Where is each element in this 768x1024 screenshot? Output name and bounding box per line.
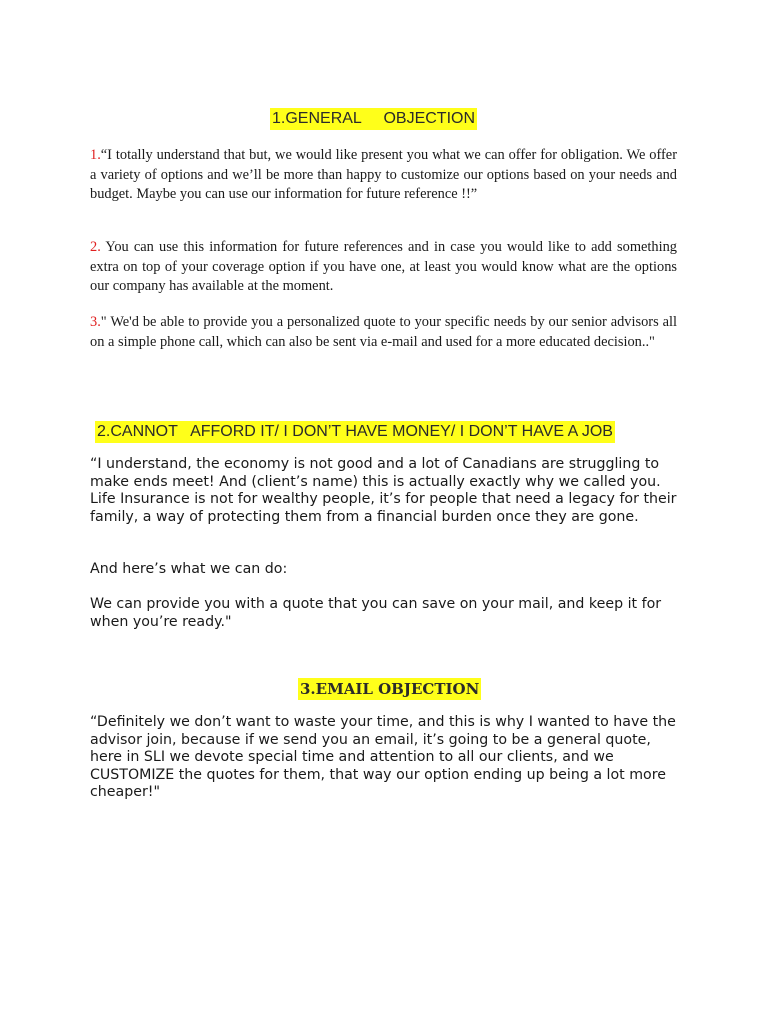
general-objection-item-3 (90, 313, 677, 352)
item-text: " We'd be able to provide you a personalized quote to your specific needs by our senior advisors all on a simple phone call, which can also be sent via e-mail and used for a more educated decision.." (90, 314, 677, 350)
general-objection-item-1 (90, 146, 677, 205)
cannot-afford-paragraph-3: We can provide you with a quote that you can save on your mail, and keep it for when you’re ready." (90, 596, 662, 630)
item-number: 1. (90, 147, 101, 163)
general-objection-item-2 (90, 238, 677, 297)
email-objection-paragraph: “Definitely we don’t want to waste your time, and this is why I wanted to have the advisor join, because if we send you an email, it’s going to be a general quote, here in SLI we devote special time and attention to all our clients, and we CUSTOMIZE the quotes for them, that way our option ending up being a lot more cheaper!" (90, 714, 676, 800)
item-number: 3. (90, 314, 101, 330)
section-heading-general-objection: 1.GENERAL OBJECTION (270, 108, 477, 130)
item-text: “I totally understand that but, we would like present you what we can offer for obligation. We offer a variety of options and we’ll be more than happy to customize our options based on your needs and budget. Maybe you can use our information for future reference !!” (90, 147, 677, 202)
section-heading-email-objection: 3.EMAIL OBJECTION (300, 680, 480, 698)
item-number: 2. (90, 239, 101, 255)
cannot-afford-paragraph-2: And here’s what we can do: (90, 561, 288, 577)
section-heading-cannot-afford: 2.CANNOT AFFORD IT/ I DON’T HAVE MONEY/ I DON’T HAVE A JOB (95, 421, 615, 443)
item-text: You can use this information for future references and in case you would like to add something extra on top of your coverage option if you have one, at least you would know what are the options our company has available at the moment. (90, 239, 677, 294)
cannot-afford-paragraph-1: “I understand, the economy is not good and a lot of Canadians are struggling to make ends meet! And (client’s name) this is actually exactly why we called you. Life Insurance is not for wealthy people, it’s for people that need a legacy for their family, a way of protecting them from a financial burden once they are gone. (90, 456, 677, 525)
